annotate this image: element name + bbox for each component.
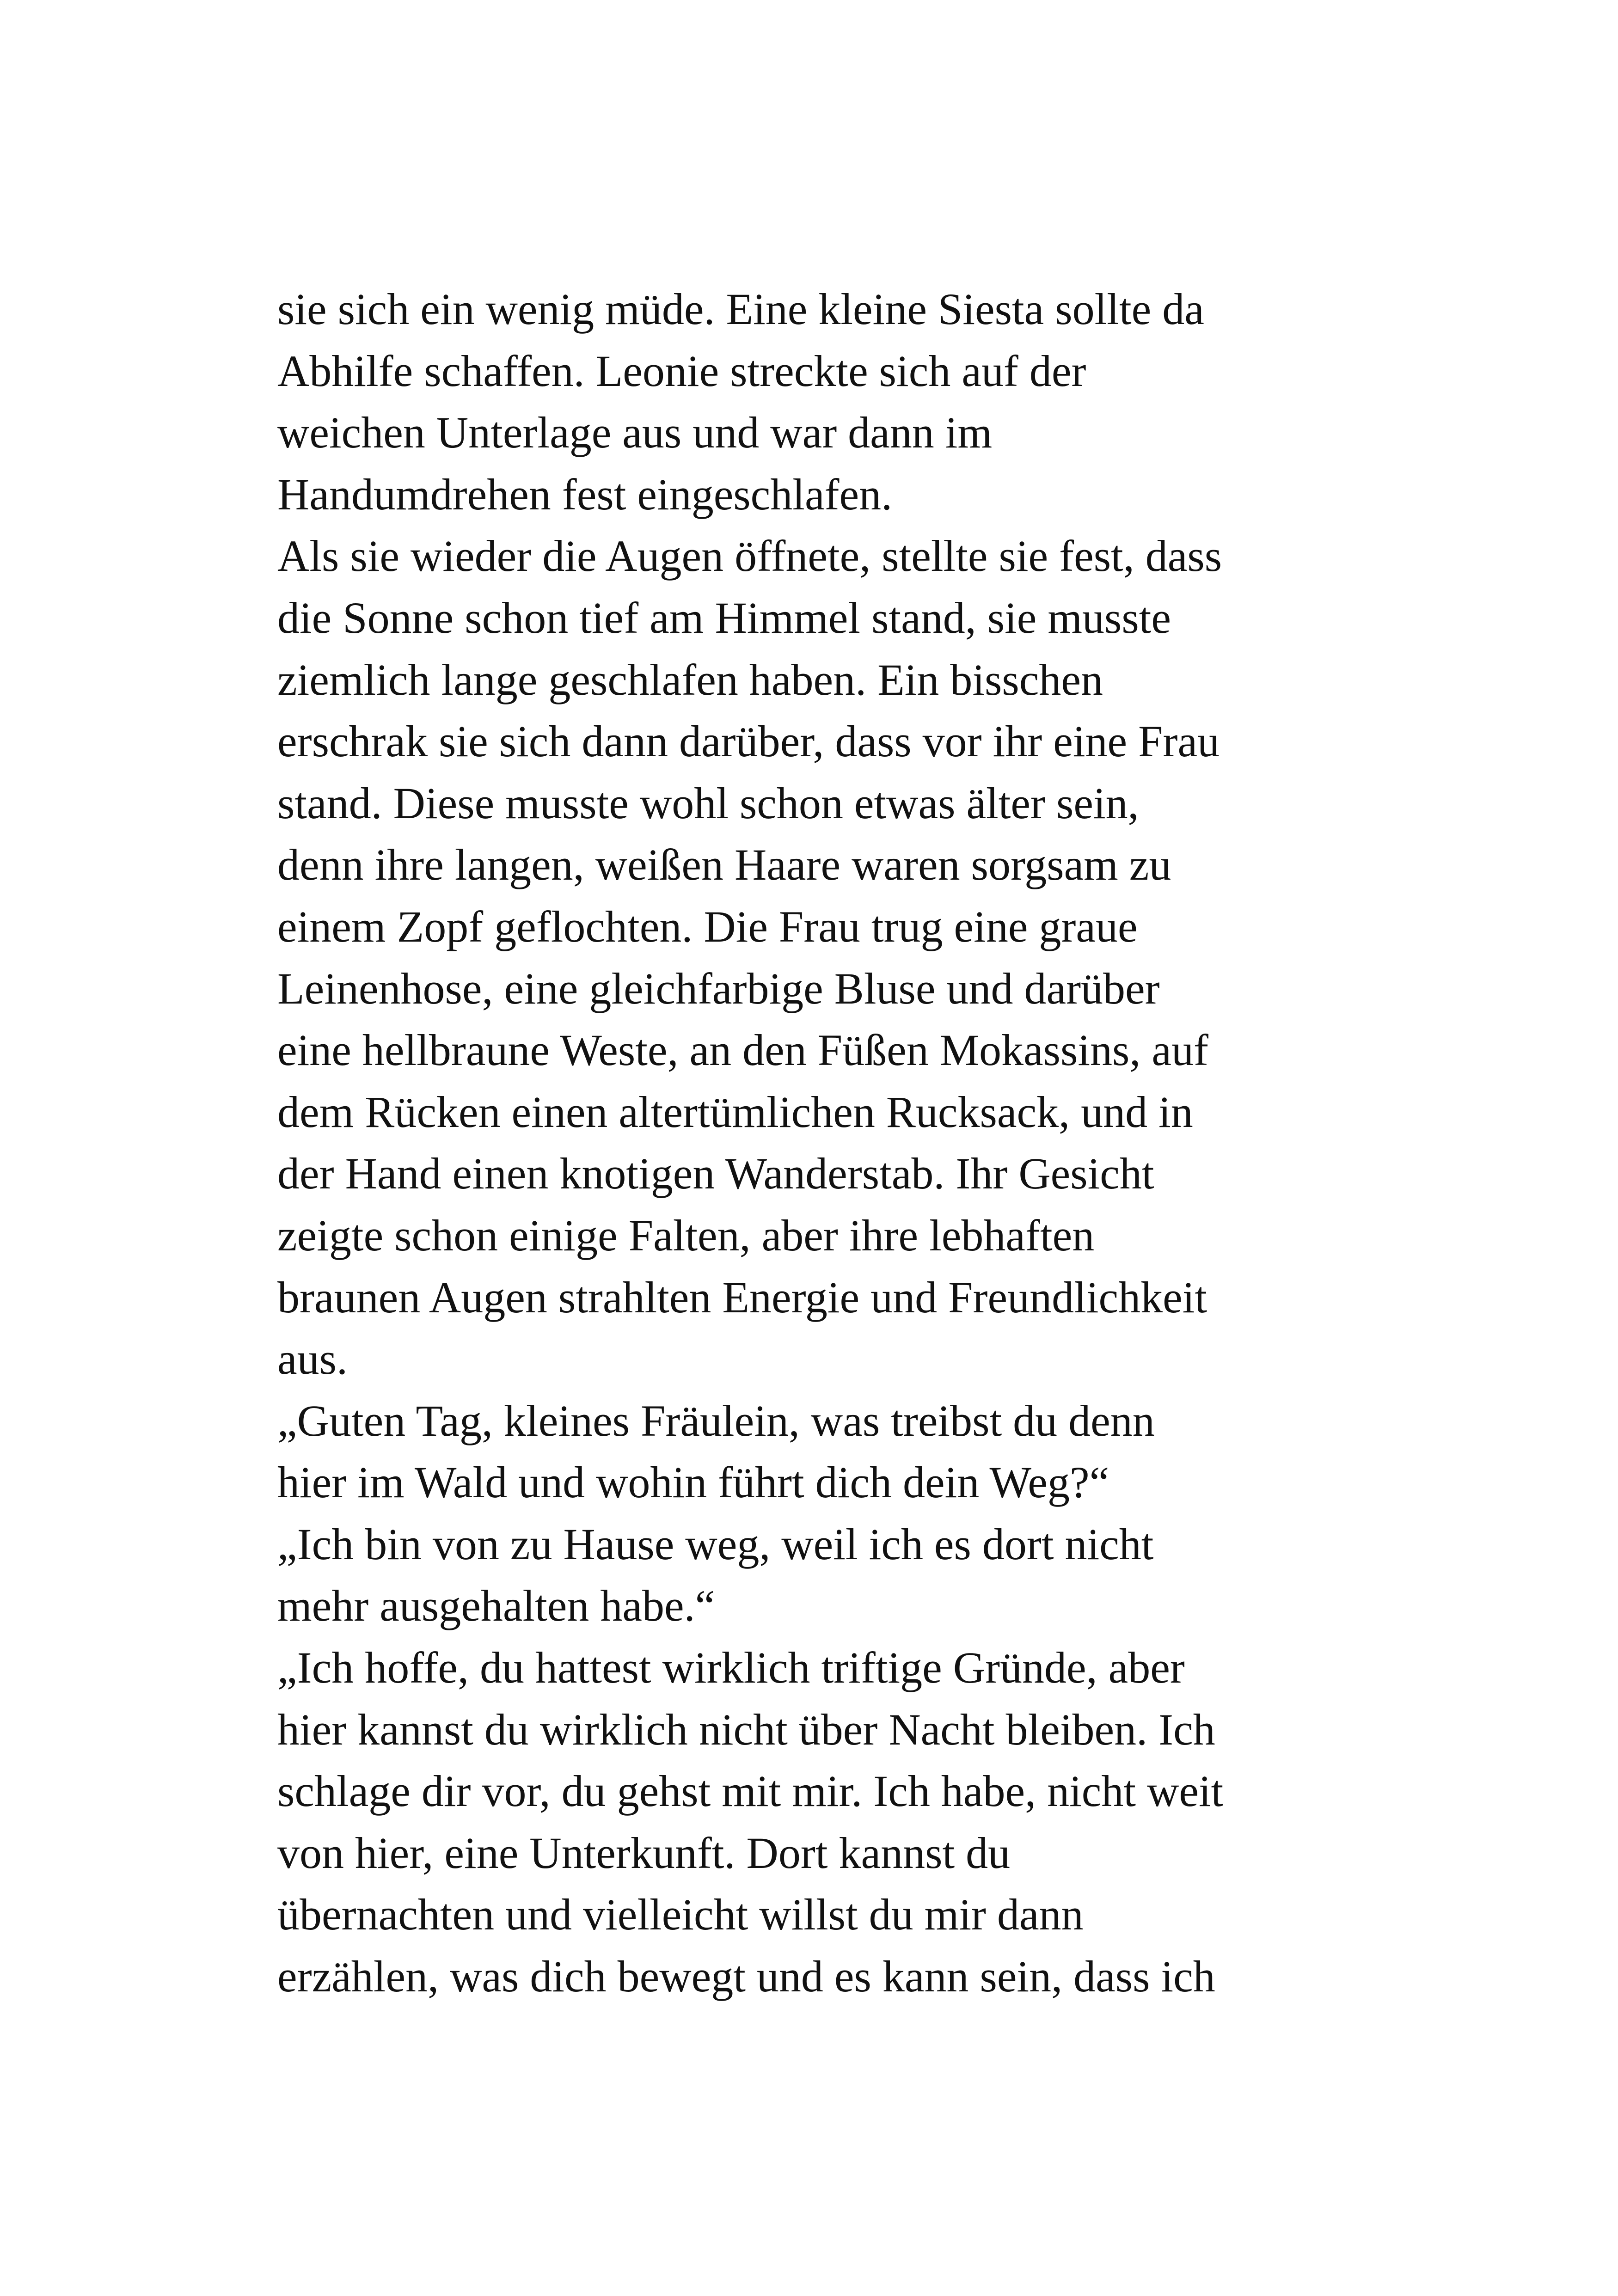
text-line: dem Rücken einen altertümlichen Rucksack, und in (277, 1087, 1193, 1137)
text-line: mehr ausgehalten habe.“ (277, 1581, 715, 1631)
body-text (277, 278, 1341, 2008)
text-line: „Ich hoffe, du hattest wirklich triftige Gründe, aber (277, 1643, 1185, 1693)
text-line: ziemlich lange geschlafen haben. Ein bisschen (277, 655, 1103, 704)
text-line: sie sich ein wenig müde. Eine kleine Siesta sollte da (277, 284, 1204, 334)
text-line: „Guten Tag, kleines Fräulein, was treibst du denn (277, 1396, 1155, 1445)
text-line: Handumdrehen fest eingeschlafen. (277, 469, 893, 519)
text-line: Leinenhose, eine gleichfarbige Bluse und darüber (277, 963, 1160, 1013)
text-line: erzählen, was dich bewegt und es kann sein, dass ich (277, 1952, 1215, 2002)
text-line: Abhilfe schaffen. Leonie streckte sich auf der (277, 346, 1086, 396)
text-line: denn ihre langen, weißen Haare waren sorgsam zu (277, 840, 1171, 890)
text-line: „Ich bin von zu Hause weg, weil ich es dort nicht (277, 1519, 1154, 1569)
text-line: weichen Unterlage aus und war dann im (277, 408, 993, 458)
text-line: zeigte schon einige Falten, aber ihre lebhaften (277, 1210, 1095, 1260)
text-line: eine hellbraune Weste, an den Füßen Mokassins, auf (277, 1025, 1208, 1075)
text-line: stand. Diese musste wohl schon etwas älter sein, (277, 778, 1139, 828)
text-line: aus. (277, 1334, 348, 1384)
text-line: braunen Augen strahlten Energie und Freundlichkeit (277, 1272, 1207, 1322)
text-line: hier kannst du wirklich nicht über Nacht bleiben. Ich (277, 1704, 1215, 1754)
text-line: der Hand einen knotigen Wanderstab. Ihr Gesicht (277, 1149, 1154, 1199)
text-line: von hier, eine Unterkunft. Dort kannst du (277, 1828, 1011, 1878)
text-line: Als sie wieder die Augen öffnete, stellte sie fest, dass (277, 531, 1222, 581)
text-line: erschrak sie sich dann darüber, dass vor ihr eine Frau (277, 716, 1220, 766)
text-line: hier im Wald und wohin führt dich dein Weg?“ (277, 1457, 1109, 1507)
text-line: übernachten und vielleicht willst du mir dann (277, 1890, 1084, 1940)
text-line: die Sonne schon tief am Himmel stand, sie musste (277, 593, 1171, 643)
text-line: schlage dir vor, du gehst mit mir. Ich habe, nicht weit (277, 1766, 1224, 1816)
text-line: einem Zopf geflochten. Die Frau trug eine graue (277, 901, 1138, 951)
